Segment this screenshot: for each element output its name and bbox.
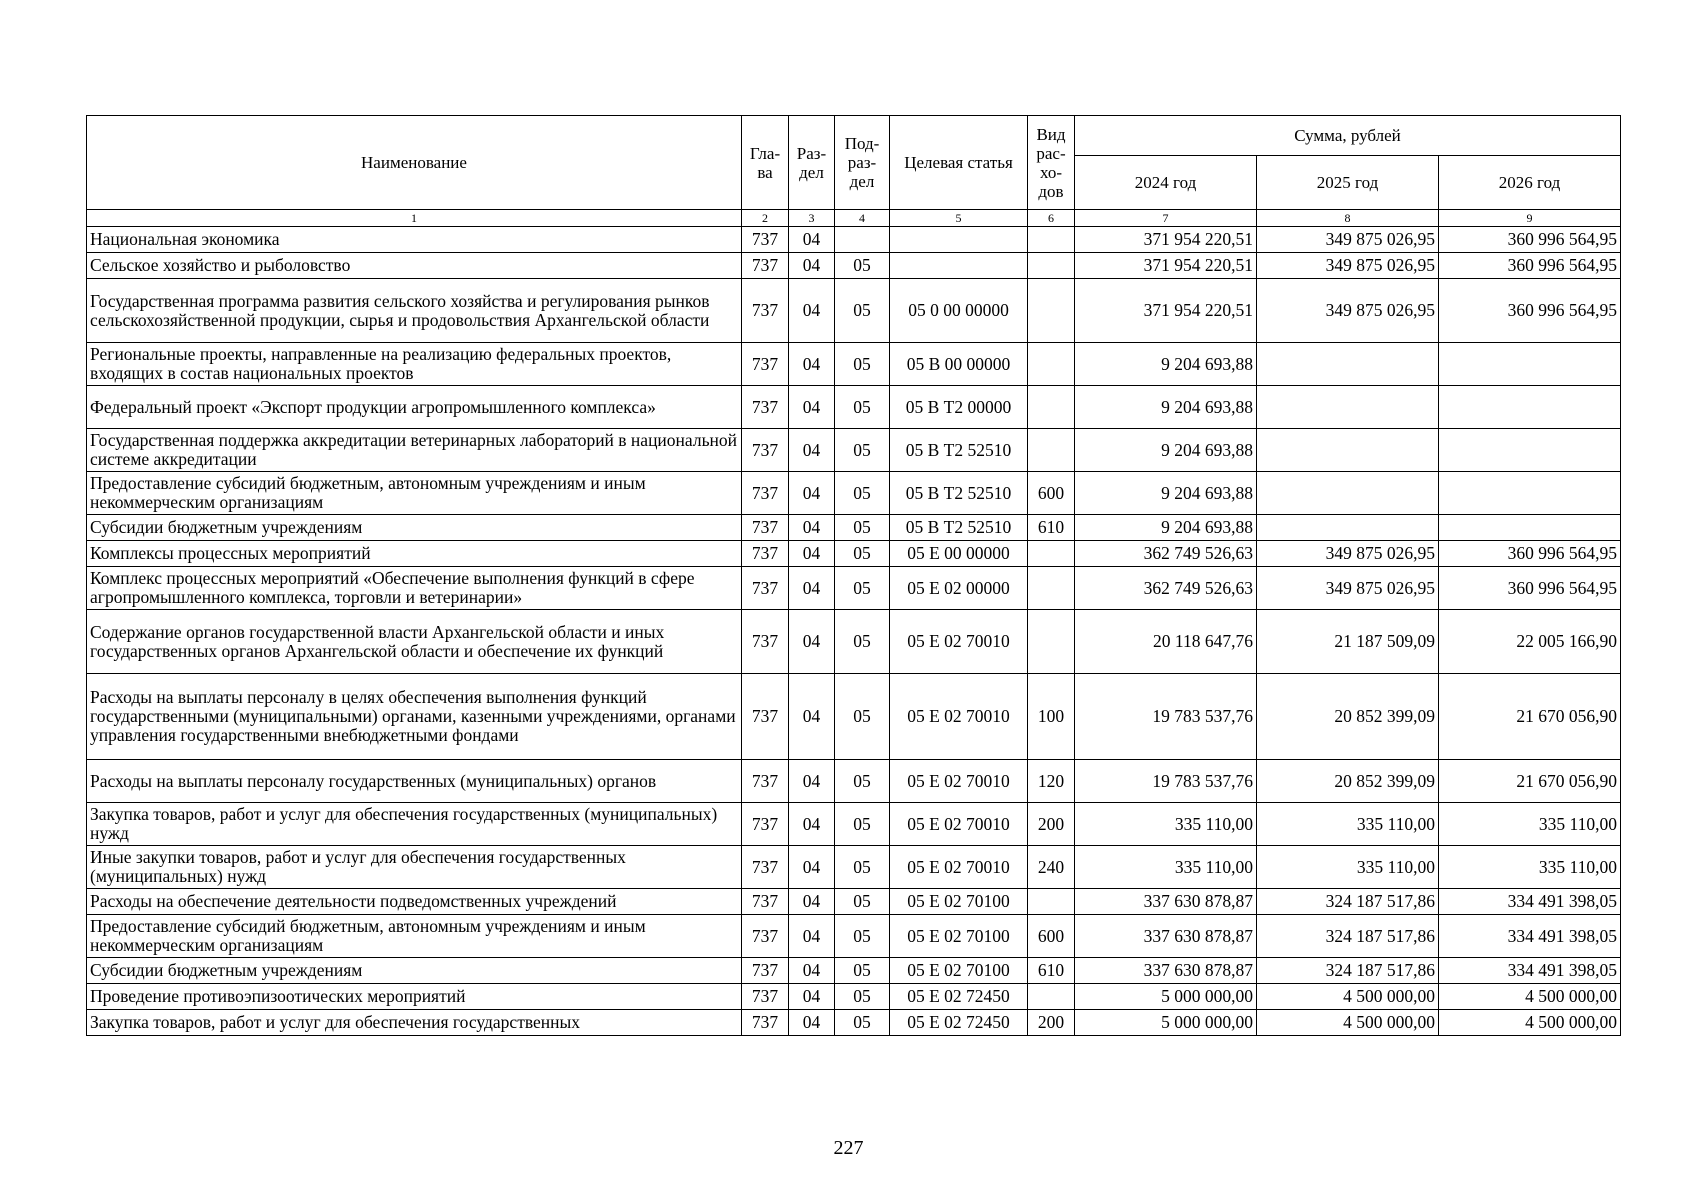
row-sum-2024: 337 630 878,87: [1075, 915, 1257, 958]
row-sum-2024: 335 110,00: [1075, 846, 1257, 889]
row-sum-2026: 21 670 056,90: [1439, 760, 1621, 803]
row-expense-type: [1028, 386, 1075, 429]
row-subsection: 05: [835, 803, 890, 846]
table-row: [87, 515, 1621, 541]
row-target-article: 05 Е 02 70010: [890, 610, 1028, 674]
row-chapter: 737: [742, 760, 789, 803]
row-expense-type: 100: [1028, 674, 1075, 760]
row-chapter: 737: [742, 674, 789, 760]
row-sum-2025: 4 500 000,00: [1257, 984, 1439, 1010]
header-expense-type: Вид рас-хо-дов: [1028, 116, 1075, 210]
row-subsection: 05: [835, 674, 890, 760]
row-chapter: 737: [742, 984, 789, 1010]
row-sum-2024: 9 204 693,88: [1075, 343, 1257, 386]
row-section: 04: [789, 1010, 835, 1036]
row-target-article: 05 Е 02 70010: [890, 803, 1028, 846]
row-chapter: 737: [742, 279, 789, 343]
row-sum-2025: 349 875 026,95: [1257, 567, 1439, 610]
row-sum-2024: 335 110,00: [1075, 803, 1257, 846]
row-expense-type: [1028, 227, 1075, 253]
row-sum-2025: [1257, 472, 1439, 515]
row-expense-type: 200: [1028, 803, 1075, 846]
header-subsection: Под-раз-дел: [835, 116, 890, 210]
row-target-article: 05 В Т2 52510: [890, 429, 1028, 472]
table-row: [87, 760, 1621, 803]
row-expense-type: [1028, 541, 1075, 567]
table-row: [87, 541, 1621, 567]
table-row: [87, 429, 1621, 472]
row-target-article: 05 Е 02 70100: [890, 889, 1028, 915]
row-sum-2024: 371 954 220,51: [1075, 253, 1257, 279]
row-expense-type: 120: [1028, 760, 1075, 803]
column-number: 6: [1028, 210, 1075, 227]
row-sum-2025: 4 500 000,00: [1257, 1010, 1439, 1036]
row-sum-2025: 349 875 026,95: [1257, 541, 1439, 567]
table-row: [87, 846, 1621, 889]
row-name: Закупка товаров, работ и услуг для обеспечения государственных: [87, 1010, 742, 1036]
row-sum-2024: 9 204 693,88: [1075, 386, 1257, 429]
row-section: 04: [789, 253, 835, 279]
header-section: Раз-дел: [789, 116, 835, 210]
row-sum-2024: 9 204 693,88: [1075, 429, 1257, 472]
row-sum-2026: [1439, 343, 1621, 386]
row-sum-2025: 21 187 509,09: [1257, 610, 1439, 674]
row-sum-2024: 5 000 000,00: [1075, 1010, 1257, 1036]
row-sum-2024: 19 783 537,76: [1075, 760, 1257, 803]
row-expense-type: 200: [1028, 1010, 1075, 1036]
page-number: 227: [833, 1137, 864, 1159]
row-name: Проведение противоэпизоотических мероприятий: [87, 984, 742, 1010]
row-name: Национальная экономика: [87, 227, 742, 253]
row-sum-2026: [1439, 472, 1621, 515]
row-target-article: 05 В Т2 52510: [890, 472, 1028, 515]
table-row: [87, 386, 1621, 429]
row-sum-2026: [1439, 429, 1621, 472]
row-name: Предоставление субсидий бюджетным, автономным учреждениям и иным некоммерческим организациям: [87, 472, 742, 515]
row-sum-2025: 324 187 517,86: [1257, 915, 1439, 958]
column-number: 1: [87, 210, 742, 227]
row-chapter: 737: [742, 253, 789, 279]
row-subsection: 05: [835, 279, 890, 343]
row-name: Региональные проекты, направленные на реализацию федеральных проектов, входящих в состав национальных проектов: [87, 343, 742, 386]
row-sum-2024: 362 749 526,63: [1075, 541, 1257, 567]
row-name: Комплексы процессных мероприятий: [87, 541, 742, 567]
row-target-article: 05 0 00 00000: [890, 279, 1028, 343]
row-expense-type: [1028, 343, 1075, 386]
row-chapter: 737: [742, 915, 789, 958]
row-sum-2025: [1257, 515, 1439, 541]
row-chapter: 737: [742, 472, 789, 515]
row-chapter: 737: [742, 429, 789, 472]
table-row: [87, 915, 1621, 958]
row-sum-2026: [1439, 386, 1621, 429]
row-expense-type: 600: [1028, 915, 1075, 958]
row-sum-2026: 22 005 166,90: [1439, 610, 1621, 674]
table-row: [87, 958, 1621, 984]
row-chapter: 737: [742, 567, 789, 610]
row-sum-2024: 9 204 693,88: [1075, 472, 1257, 515]
row-sum-2025: [1257, 386, 1439, 429]
row-name: Государственная поддержка аккредитации ветеринарных лабораторий в национальной системе аккредитации: [87, 429, 742, 472]
row-name: Сельское хозяйство и рыболовство: [87, 253, 742, 279]
row-subsection: 05: [835, 515, 890, 541]
column-number: 3: [789, 210, 835, 227]
header-sum: Сумма, рублей: [1075, 116, 1621, 156]
row-sum-2025: 20 852 399,09: [1257, 674, 1439, 760]
row-section: 04: [789, 541, 835, 567]
row-name: Расходы на обеспечение деятельности подведомственных учреждений: [87, 889, 742, 915]
row-sum-2026: 21 670 056,90: [1439, 674, 1621, 760]
row-subsection: 05: [835, 386, 890, 429]
header-target-article: Целевая статья: [890, 116, 1028, 210]
row-sum-2024: 371 954 220,51: [1075, 227, 1257, 253]
row-subsection: 05: [835, 958, 890, 984]
row-subsection: 05: [835, 541, 890, 567]
column-number: 4: [835, 210, 890, 227]
row-expense-type: [1028, 610, 1075, 674]
row-sum-2024: 19 783 537,76: [1075, 674, 1257, 760]
table-row: [87, 889, 1621, 915]
row-subsection: 05: [835, 760, 890, 803]
row-target-article: [890, 227, 1028, 253]
row-sum-2024: 5 000 000,00: [1075, 984, 1257, 1010]
row-target-article: 05 В 00 00000: [890, 343, 1028, 386]
row-sum-2024: 20 118 647,76: [1075, 610, 1257, 674]
row-target-article: 05 Е 02 70010: [890, 846, 1028, 889]
row-sum-2026: 334 491 398,05: [1439, 958, 1621, 984]
row-expense-type: [1028, 253, 1075, 279]
row-name: Предоставление субсидий бюджетным, автономным учреждениям и иным некоммерческим организациям: [87, 915, 742, 958]
row-section: 04: [789, 674, 835, 760]
row-chapter: 737: [742, 610, 789, 674]
column-number-row: [87, 210, 1621, 227]
row-expense-type: [1028, 279, 1075, 343]
row-sum-2026: 335 110,00: [1439, 846, 1621, 889]
row-sum-2026: 335 110,00: [1439, 803, 1621, 846]
row-target-article: 05 Е 02 70010: [890, 674, 1028, 760]
row-section: 04: [789, 386, 835, 429]
row-subsection: 05: [835, 610, 890, 674]
row-name: Комплекс процессных мероприятий «Обеспечение выполнения функций в сфере агропромышленного комплекса, торговли и ветеринарии»: [87, 567, 742, 610]
table-row: [87, 1010, 1621, 1036]
row-section: 04: [789, 343, 835, 386]
row-subsection: 05: [835, 343, 890, 386]
header-chapter: Гла-ва: [742, 116, 789, 210]
row-subsection: 05: [835, 846, 890, 889]
row-chapter: 737: [742, 958, 789, 984]
row-section: 04: [789, 515, 835, 541]
row-section: 04: [789, 610, 835, 674]
row-sum-2024: 337 630 878,87: [1075, 889, 1257, 915]
row-name: Расходы на выплаты персоналу государственных (муниципальных) органов: [87, 760, 742, 803]
row-name: Субсидии бюджетным учреждениям: [87, 958, 742, 984]
column-number: 8: [1257, 210, 1439, 227]
table-row: [87, 567, 1621, 610]
row-subsection: 05: [835, 429, 890, 472]
row-chapter: 737: [742, 515, 789, 541]
row-chapter: 737: [742, 541, 789, 567]
row-sum-2025: 335 110,00: [1257, 803, 1439, 846]
row-sum-2024: 9 204 693,88: [1075, 515, 1257, 541]
row-subsection: 05: [835, 472, 890, 515]
row-name: Закупка товаров, работ и услуг для обеспечения государственных (муниципальных) нужд: [87, 803, 742, 846]
row-sum-2026: 360 996 564,95: [1439, 541, 1621, 567]
row-expense-type: [1028, 889, 1075, 915]
row-name: Расходы на выплаты персоналу в целях обеспечения выполнения функций государственными (муниципальными) органами, казенными учреждениями, органами управления государственными внебюджетными фондами: [87, 674, 742, 760]
row-subsection: 05: [835, 567, 890, 610]
row-expense-type: [1028, 429, 1075, 472]
table-row: [87, 472, 1621, 515]
row-sum-2025: [1257, 429, 1439, 472]
header-year-2026: 2026 год: [1439, 156, 1621, 210]
row-target-article: [890, 253, 1028, 279]
row-subsection: 05: [835, 915, 890, 958]
header-year-2024: 2024 год: [1075, 156, 1257, 210]
row-name: Субсидии бюджетным учреждениям: [87, 515, 742, 541]
row-sum-2025: 349 875 026,95: [1257, 279, 1439, 343]
table-header: [87, 116, 1621, 227]
row-target-article: 05 Е 02 70100: [890, 958, 1028, 984]
row-sum-2026: 360 996 564,95: [1439, 227, 1621, 253]
row-target-article: 05 Е 02 72450: [890, 984, 1028, 1010]
header-year-2025: 2025 год: [1257, 156, 1439, 210]
row-section: 04: [789, 567, 835, 610]
row-section: 04: [789, 915, 835, 958]
row-target-article: 05 Е 00 00000: [890, 541, 1028, 567]
row-sum-2026: 334 491 398,05: [1439, 889, 1621, 915]
row-target-article: 05 Е 02 72450: [890, 1010, 1028, 1036]
row-sum-2025: 349 875 026,95: [1257, 227, 1439, 253]
row-expense-type: 610: [1028, 958, 1075, 984]
table-body: [87, 227, 1621, 1036]
column-number: 2: [742, 210, 789, 227]
row-subsection: [835, 227, 890, 253]
header-name: Наименование: [87, 116, 742, 210]
row-sum-2024: 362 749 526,63: [1075, 567, 1257, 610]
row-sum-2025: 324 187 517,86: [1257, 958, 1439, 984]
row-expense-type: 600: [1028, 472, 1075, 515]
row-sum-2025: [1257, 343, 1439, 386]
row-section: 04: [789, 846, 835, 889]
row-subsection: 05: [835, 253, 890, 279]
table-row: [87, 279, 1621, 343]
row-section: 04: [789, 227, 835, 253]
row-expense-type: 610: [1028, 515, 1075, 541]
row-sum-2026: 360 996 564,95: [1439, 279, 1621, 343]
row-chapter: 737: [742, 386, 789, 429]
budget-table: [86, 115, 1621, 1036]
row-chapter: 737: [742, 889, 789, 915]
row-sum-2025: 335 110,00: [1257, 846, 1439, 889]
row-section: 04: [789, 803, 835, 846]
row-name: Иные закупки товаров, работ и услуг для обеспечения государственных (муниципальных) нужд: [87, 846, 742, 889]
row-sum-2026: 334 491 398,05: [1439, 915, 1621, 958]
row-expense-type: [1028, 567, 1075, 610]
column-number: 5: [890, 210, 1028, 227]
table-row: [87, 674, 1621, 760]
table-row: [87, 803, 1621, 846]
table-row: [87, 227, 1621, 253]
column-number: 9: [1439, 210, 1621, 227]
row-section: 04: [789, 958, 835, 984]
column-number: 7: [1075, 210, 1257, 227]
row-section: 04: [789, 760, 835, 803]
row-chapter: 737: [742, 343, 789, 386]
row-name: Содержание органов государственной власти Архангельской области и иных государственных органов Архангельской области и обеспечение их функций: [87, 610, 742, 674]
table-row: [87, 343, 1621, 386]
row-target-article: 05 В Т2 52510: [890, 515, 1028, 541]
row-section: 04: [789, 429, 835, 472]
row-section: 04: [789, 279, 835, 343]
row-target-article: 05 В Т2 00000: [890, 386, 1028, 429]
table-row: [87, 984, 1621, 1010]
row-expense-type: 240: [1028, 846, 1075, 889]
row-section: 04: [789, 984, 835, 1010]
row-target-article: 05 Е 02 70010: [890, 760, 1028, 803]
row-subsection: 05: [835, 889, 890, 915]
row-section: 04: [789, 889, 835, 915]
row-sum-2025: 349 875 026,95: [1257, 253, 1439, 279]
row-chapter: 737: [742, 803, 789, 846]
row-target-article: 05 Е 02 70100: [890, 915, 1028, 958]
row-name: Государственная программа развития сельского хозяйства и регулирования рынков сельскохозяйственной продукции, сырья и продовольствия Архангельской области: [87, 279, 742, 343]
row-expense-type: [1028, 984, 1075, 1010]
row-target-article: 05 Е 02 00000: [890, 567, 1028, 610]
row-sum-2025: 20 852 399,09: [1257, 760, 1439, 803]
table-row: [87, 253, 1621, 279]
table-row: [87, 610, 1621, 674]
row-sum-2026: 360 996 564,95: [1439, 567, 1621, 610]
row-sum-2026: 360 996 564,95: [1439, 253, 1621, 279]
row-sum-2024: 371 954 220,51: [1075, 279, 1257, 343]
row-sum-2026: 4 500 000,00: [1439, 984, 1621, 1010]
row-chapter: 737: [742, 1010, 789, 1036]
row-chapter: 737: [742, 846, 789, 889]
row-subsection: 05: [835, 984, 890, 1010]
row-subsection: 05: [835, 1010, 890, 1036]
row-chapter: 737: [742, 227, 789, 253]
row-sum-2025: 324 187 517,86: [1257, 889, 1439, 915]
row-section: 04: [789, 472, 835, 515]
row-sum-2026: [1439, 515, 1621, 541]
row-sum-2024: 337 630 878,87: [1075, 958, 1257, 984]
row-sum-2026: 4 500 000,00: [1439, 1010, 1621, 1036]
row-name: Федеральный проект «Экспорт продукции агропромышленного комплекса»: [87, 386, 742, 429]
